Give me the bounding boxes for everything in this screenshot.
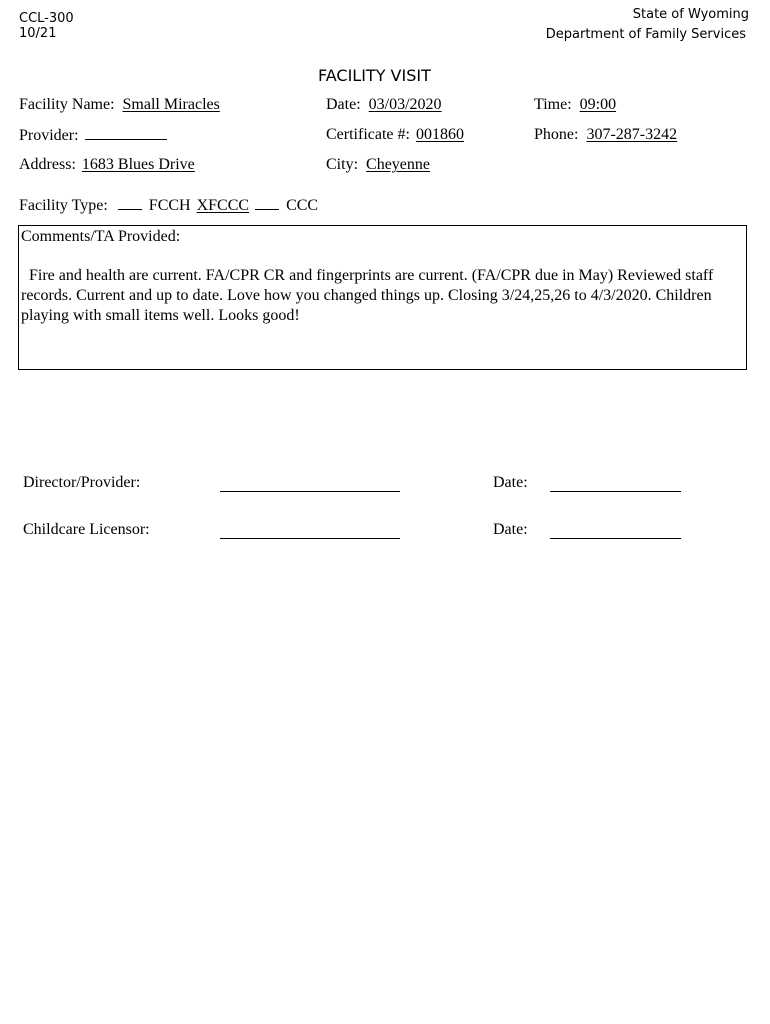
- fccc-checkbox: X: [196, 197, 209, 214]
- certificate-label: Certificate #:: [326, 126, 410, 143]
- phone-row: [534, 126, 677, 144]
- provider-row: [19, 126, 167, 145]
- director-signature-line: [220, 491, 400, 492]
- date-label: Date:: [326, 96, 361, 113]
- form-code: CCL-300: [19, 11, 74, 26]
- ccc-checkbox: [255, 196, 279, 210]
- director-date-label: Date:: [493, 474, 528, 491]
- city-label: City:: [326, 156, 359, 173]
- comments-label: Comments/TA Provided:: [21, 228, 181, 245]
- city-value: Cheyenne: [366, 156, 430, 173]
- certificate-row: [326, 126, 464, 144]
- fccc-label: FCCC: [208, 197, 250, 214]
- time-row: [534, 96, 616, 114]
- certificate-value: 001860: [415, 126, 464, 143]
- address-row: [19, 156, 195, 174]
- form-date: 10/21: [19, 26, 57, 41]
- facility-name-label: Facility Name:: [19, 96, 115, 113]
- licensor-signature-line: [220, 538, 400, 539]
- city-row: [326, 156, 430, 174]
- date-value: 03/03/2020: [368, 96, 442, 113]
- time-label: Time:: [534, 96, 572, 113]
- director-date-line: [550, 491, 681, 492]
- facility-type-row: [19, 196, 318, 215]
- licensor-label: Childcare Licensor:: [23, 521, 150, 538]
- department-name: Department of Family Services: [545, 27, 746, 42]
- fcch-checkbox: [118, 196, 142, 210]
- provider-blank: [85, 126, 167, 140]
- phone-value: 307-287-3242: [586, 126, 678, 143]
- licensor-date-line: [550, 538, 681, 539]
- time-value: 09:00: [579, 96, 617, 113]
- fcch-label: FCCH: [148, 197, 191, 214]
- state-name: State of Wyoming: [632, 7, 749, 22]
- provider-label: Provider:: [19, 127, 79, 144]
- ccc-label: CCC: [286, 197, 319, 214]
- facility-name-row: [19, 96, 220, 114]
- date-row: [326, 96, 442, 114]
- comments-box: [18, 225, 747, 370]
- facility-type-label: Facility Type:: [19, 197, 108, 214]
- licensor-date-label: Date:: [493, 521, 528, 538]
- comments-text: Fire and health are current. FA/CPR CR and fingerprints are current. (FA/CPR due in May) Reviewed staff records. Current and up to date. Love how you changed things up. Closing 3/24,25,26 to 4/3/2020. Children playing with small items well. Looks good!: [21, 267, 718, 324]
- address-value: 1683 Blues Drive: [81, 156, 195, 173]
- address-label: Address:: [19, 156, 76, 173]
- phone-label: Phone:: [534, 126, 579, 143]
- director-label: Director/Provider:: [23, 474, 141, 491]
- page-title: FACILITY VISIT: [318, 66, 431, 85]
- facility-name-value: Small Miracles: [122, 96, 220, 113]
